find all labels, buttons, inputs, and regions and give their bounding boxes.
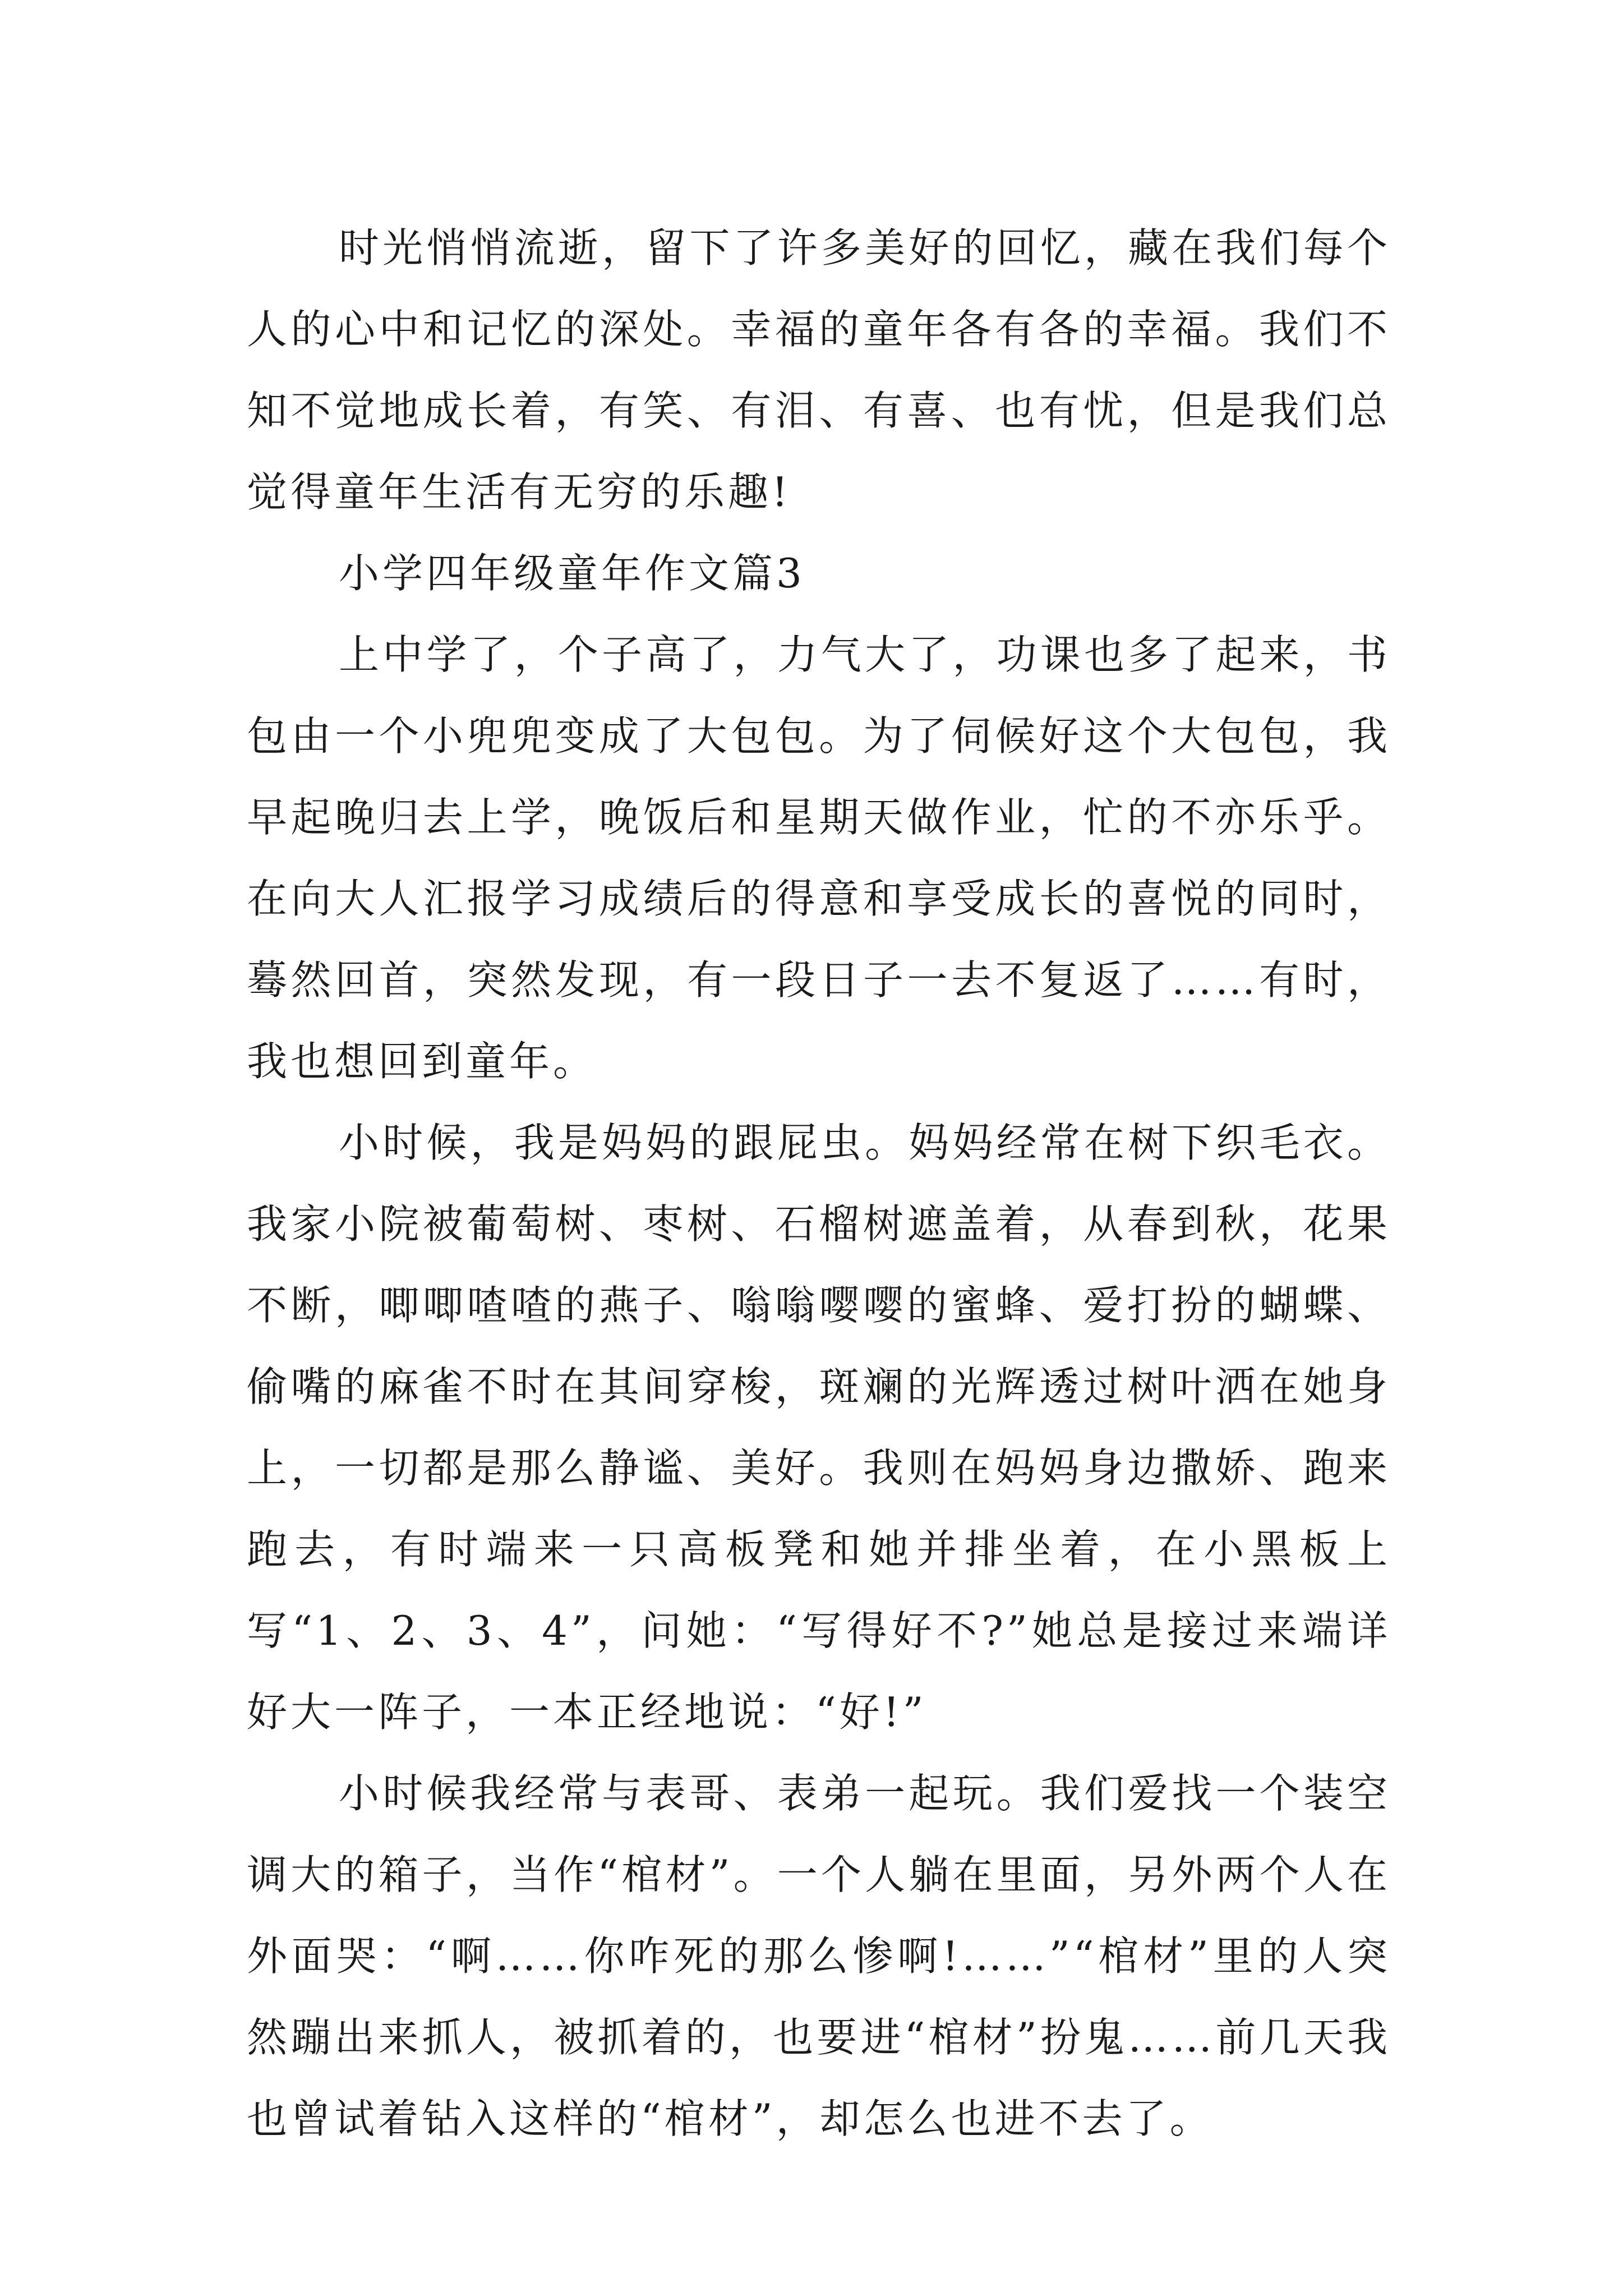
section-heading: 小学四年级童年作文篇3 (339, 550, 805, 597)
essay-body (247, 208, 1391, 2160)
paragraph-middle-school: 上中学了，个子高了，力气大了，功课也多了起来，书包由一个小兜兜变成了大包包。为了伺候好这个大包包，我早起晚归去上学，晚饭后和星期天做作业，忙的不亦乐乎。在向大人汇报学习成绩后的得意和享受成长的喜悦的同时，蓦然回首，突然发现，有一段日子一去不复返了……有时，我也想回到童年。 (247, 631, 1391, 1085)
paragraph-cousins: 小时候我经常与表哥、表弟一起玩。我们爱找一个装空调大的箱子，当作“棺材”。一个人躺在里面，另外两个人在外面哭：“啊……你咋死的那么惨啊!……”“棺材”里的人突然蹦出来抓人，被抓着的，也要进“棺材”扮鬼……前几天我也曾试着钻入这样的“棺材”，却怎么也进不去了。 (247, 1770, 1391, 2142)
paragraph-mother: 小时候，我是妈妈的跟屁虫。妈妈经常在树下织毛衣。我家小院被葡萄树、枣树、石榴树遮盖着，从春到秋，花果不断，唧唧喳喳的燕子、嗡嗡嘤嘤的蜜蜂、爱打扮的蝴蝶、偷嘴的麻雀不时在其间穿梭，斑斓的光辉透过树叶洒在她身上，一切都是那么静谧、美好。我则在妈妈身边撒娇、跑来跑去，有时端来一只高板凳和她并排坐着，在小黑板上写“1、2、3、4”，问她：“写得好不?”她总是接过来端详好大一阵子，一本正经地说：“好!” (247, 1119, 1391, 1736)
paragraph-intro: 时光悄悄流逝，留下了许多美好的回忆，藏在我们每个人的心中和记忆的深处。幸福的童年各有各的幸福。我们不知不觉地成长着，有笑、有泪、有喜、也有忧，但是我们总觉得童年生活有无穷的乐趣! (247, 224, 1391, 516)
